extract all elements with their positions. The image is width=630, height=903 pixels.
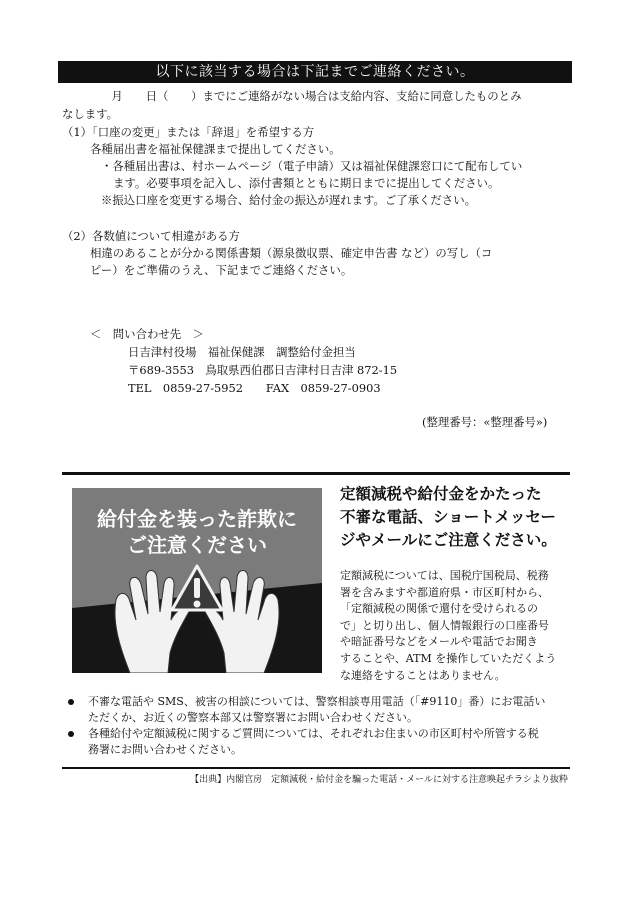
fraud-body-4: で」と切り出し、個人情報銀行の口座番号 <box>340 618 549 632</box>
intro-line-1: 月 日（ ）までにご連絡がない場合は支給内容、支給に同意したものとみ <box>100 89 522 103</box>
panel-title-line-2: ご注意ください <box>127 533 267 557</box>
panel-title-line-1: 給付金を装った詐欺に <box>97 507 297 531</box>
source-note: 【出典】内閣官房 定額減税・給付金を騙った電話・メールに対する注意喚起チラシより抜粋 <box>190 775 568 785</box>
fraud-body-6: することや、ATM を操作していただくよう <box>340 652 557 665</box>
bullet-2-line-1: 各種給付や定額減税に関するご質問については、それぞれお住まいの市区町村や所管する税 <box>88 727 539 740</box>
section2-line-1: 相違のあることが分かる関係書類（源泉徴収票、確定申告書 など）の写し（コ <box>90 246 493 260</box>
contact-heading: ＜ 問い合わせ先 ＞ <box>90 327 204 341</box>
section1-heading: （1）「口座の変更」または「辞退」を希望する方 <box>62 125 315 139</box>
bullet-1-line-1: 不審な電話や SMS、被害の相談については、警察相談専用電話（「#9110」番）にお電話い <box>88 695 546 708</box>
notice-banner: 以下に該当する場合は下記までご連絡ください。 <box>58 61 572 83</box>
fraud-body-3: 「定額減税の関係で還付を受けられるの <box>340 602 538 616</box>
intro-line-2: なします。 <box>62 107 119 121</box>
contact-line-1: 日吉津村役場 福祉保健課 調整給付金担当 <box>128 345 356 359</box>
bullet-1-line-2: ただくか、お近くの警察本部又は警察署にお問い合わせください。 <box>88 711 418 724</box>
section2-heading: （2）各数値について相違がある方 <box>62 229 240 243</box>
fraud-body-1: 定額減税については、国税庁国税局、税務 <box>340 569 549 582</box>
fraud-body-7: な連絡をすることはありません。 <box>340 668 506 682</box>
section1-line-1: 各種届出書を福祉保健課まで提出してください。 <box>90 142 341 156</box>
contact-line-3: TEL 0859-27-5952 FAX 0859-27-0903 <box>128 381 381 395</box>
fraud-headline-1: 定額減税や給付金をかたった <box>340 485 542 503</box>
section1-line-3: ます。必要事項を記入し、添付書類とともに期日までに提出してください。 <box>113 176 500 190</box>
bullet-2-line-2: 務署にお問い合わせください。 <box>88 743 242 756</box>
divider-bottom <box>62 767 570 769</box>
fraud-headline-3: ジやメールにご注意ください。 <box>340 531 557 549</box>
divider-top <box>62 472 570 475</box>
fraud-headline-2: 不審な電話、ショートメッセー <box>340 508 556 526</box>
section1-line-2: ・各種届出書は、村ホームページ（電子申請）又は福祉保健課窓口にて配布してい <box>101 159 523 173</box>
bullet-dot-1 <box>68 699 74 705</box>
bullet-dot-2 <box>68 731 74 737</box>
section2-line-2: ピー）をご準備のうえ、下記までご連絡ください。 <box>90 263 353 277</box>
section1-line-4: ※振込口座を変更する場合、給付金の振込が遅れます。ご了承ください。 <box>101 193 476 207</box>
contact-line-2: 〒689-3553 鳥取県西伯郡日吉津村日吉津 872-15 <box>128 363 398 377</box>
fraud-body-2: 署を含みますや都道府県・市区町村から、 <box>340 585 549 599</box>
fraud-body-5: や暗証番号などをメールや電話でお聞き <box>340 635 538 649</box>
reference-number: (整理番号：«整理番号») <box>422 415 548 429</box>
fraud-warning-panel <box>72 488 322 673</box>
